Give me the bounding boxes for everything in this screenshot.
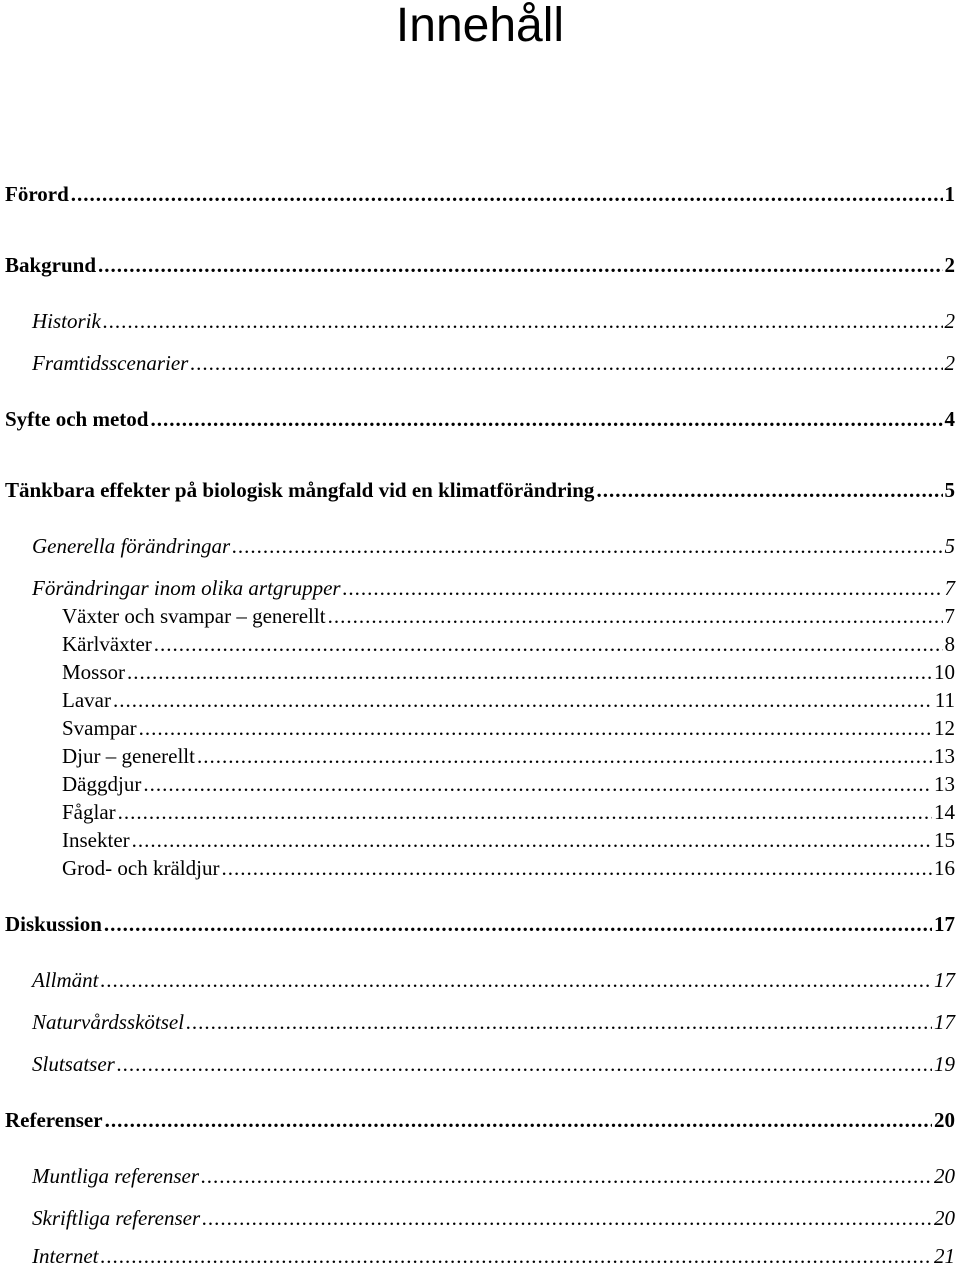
dot-leader (132, 828, 932, 852)
page-title: Innehåll (395, 0, 565, 52)
toc-entry-framtidsscenarier[interactable] (32, 351, 955, 375)
dot-leader (104, 912, 932, 936)
dot-leader (113, 688, 933, 712)
toc-entry-naturvardsskotsel[interactable] (32, 1010, 955, 1034)
toc-page-number: 10 (934, 660, 955, 684)
toc-entry-lavar[interactable] (62, 688, 955, 712)
dot-leader (117, 1052, 932, 1076)
toc-label: Svampar (62, 716, 137, 740)
toc-label: Generella förändringar (32, 534, 231, 558)
toc-label: Djur – generellt (62, 744, 195, 768)
toc-label: Fåglar (62, 800, 116, 824)
toc-entry-internet[interactable] (32, 1244, 955, 1268)
toc-entry-allmant[interactable] (32, 968, 955, 992)
toc-entry-djur-generellt[interactable] (62, 744, 955, 768)
toc-entry-karlvaxter[interactable] (62, 632, 955, 656)
dot-leader (154, 632, 943, 656)
dot-leader (197, 744, 932, 768)
toc-page-number: 13 (934, 772, 955, 796)
toc-entry-daggdjur[interactable] (62, 772, 955, 796)
toc-entry-tankbara-effekter[interactable] (5, 478, 955, 502)
toc-page-number: 2 (944, 309, 955, 333)
toc-label: Skriftliga referenser (32, 1206, 201, 1230)
toc-entry-referenser[interactable] (5, 1108, 955, 1132)
dot-leader (103, 309, 943, 333)
toc-page-number: 14 (934, 800, 955, 824)
toc-entry-insekter[interactable] (62, 828, 955, 852)
dot-leader (202, 1206, 932, 1230)
toc-entry-skriftliga-referenser[interactable] (32, 1206, 955, 1230)
toc-label: Referenser (5, 1108, 103, 1132)
toc-entry-vaxter-och-svampar[interactable] (62, 604, 955, 628)
dot-leader (100, 1244, 932, 1268)
dot-leader (105, 1108, 932, 1132)
toc-page-number: 1 (944, 182, 955, 206)
toc-label: Framtidsscenarier (32, 351, 189, 375)
toc-entry-slutsatser[interactable] (32, 1052, 955, 1076)
dot-leader (139, 716, 932, 740)
toc-entry-bakgrund[interactable] (5, 253, 955, 277)
dot-leader (232, 534, 942, 558)
toc-entry-diskussion[interactable] (5, 912, 955, 936)
toc-page-number: 13 (934, 744, 955, 768)
toc-page-number: 16 (934, 856, 955, 880)
toc-label: Växter och svampar – generellt (62, 604, 326, 628)
toc-page-number: 17 (934, 912, 955, 936)
toc-label: Kärlväxter (62, 632, 152, 656)
toc-page-number: 12 (934, 716, 955, 740)
toc-entry-generella-forandringar[interactable] (32, 534, 955, 558)
toc-page-number: 2 (944, 253, 955, 277)
toc-page-number: 7 (944, 604, 955, 628)
toc-page-number: 5 (944, 478, 955, 502)
toc-entry-forandringar-artgrupper[interactable] (32, 576, 955, 600)
dot-leader (98, 253, 942, 277)
toc-entry-forord[interactable] (5, 182, 955, 206)
toc-label: Förord (5, 182, 69, 206)
toc-page-number: 20 (934, 1164, 955, 1188)
dot-leader (343, 576, 943, 600)
toc-page-number: 21 (934, 1244, 955, 1268)
toc-page-number: 20 (934, 1206, 955, 1230)
dot-leader (186, 1010, 932, 1034)
dot-leader (101, 968, 933, 992)
toc-label: Naturvårdsskötsel (32, 1010, 185, 1034)
toc-page-number: 19 (934, 1052, 955, 1076)
dot-leader (143, 772, 932, 796)
toc-label: Lavar (62, 688, 111, 712)
toc-label: Muntliga referenser (32, 1164, 199, 1188)
toc-entry-grod-och-kraldjur[interactable] (62, 856, 955, 880)
dot-leader (118, 800, 932, 824)
toc-page-number: 11 (934, 688, 955, 712)
toc-label: Bakgrund (5, 253, 97, 277)
toc-label: Däggdjur (62, 772, 142, 796)
dot-leader (221, 856, 932, 880)
toc-page-number: 17 (934, 968, 955, 992)
toc-page-number: 8 (944, 632, 955, 656)
toc-entry-faglar[interactable] (62, 800, 955, 824)
dot-leader (596, 478, 942, 502)
toc-label: Grod- och kräldjur (62, 856, 220, 880)
toc-label: Diskussion (5, 912, 102, 936)
toc-page-number: 17 (934, 1010, 955, 1034)
toc-label: Mossor (62, 660, 126, 684)
toc-page-number: 15 (934, 828, 955, 852)
dot-leader (201, 1164, 932, 1188)
toc-page-number: 2 (944, 351, 955, 375)
dot-leader (127, 660, 932, 684)
toc-label: Historik (32, 309, 101, 333)
toc-label: Internet (32, 1244, 99, 1268)
toc-entry-muntliga-referenser[interactable] (32, 1164, 955, 1188)
toc-entry-syfte-och-metod[interactable] (5, 407, 955, 431)
dot-leader (150, 407, 942, 431)
toc-entry-svampar[interactable] (62, 716, 955, 740)
toc-label: Slutsatser (32, 1052, 115, 1076)
dot-leader (71, 182, 943, 206)
toc-page-number: 7 (944, 576, 955, 600)
toc-page-number: 20 (934, 1108, 955, 1132)
toc-entry-mossor[interactable] (62, 660, 955, 684)
toc-label: Allmänt (32, 968, 99, 992)
toc-page-number: 5 (944, 534, 955, 558)
toc-label: Förändringar inom olika artgrupper (32, 576, 341, 600)
dot-leader (328, 604, 943, 628)
dot-leader (190, 351, 942, 375)
toc-label: Tänkbara effekter på biologisk mångfald vid en klimatförändring (5, 478, 595, 502)
toc-label: Syfte och metod (5, 407, 149, 431)
toc-entry-historik[interactable] (32, 309, 955, 333)
toc-page-number: 4 (944, 407, 955, 431)
toc-label: Insekter (62, 828, 130, 852)
